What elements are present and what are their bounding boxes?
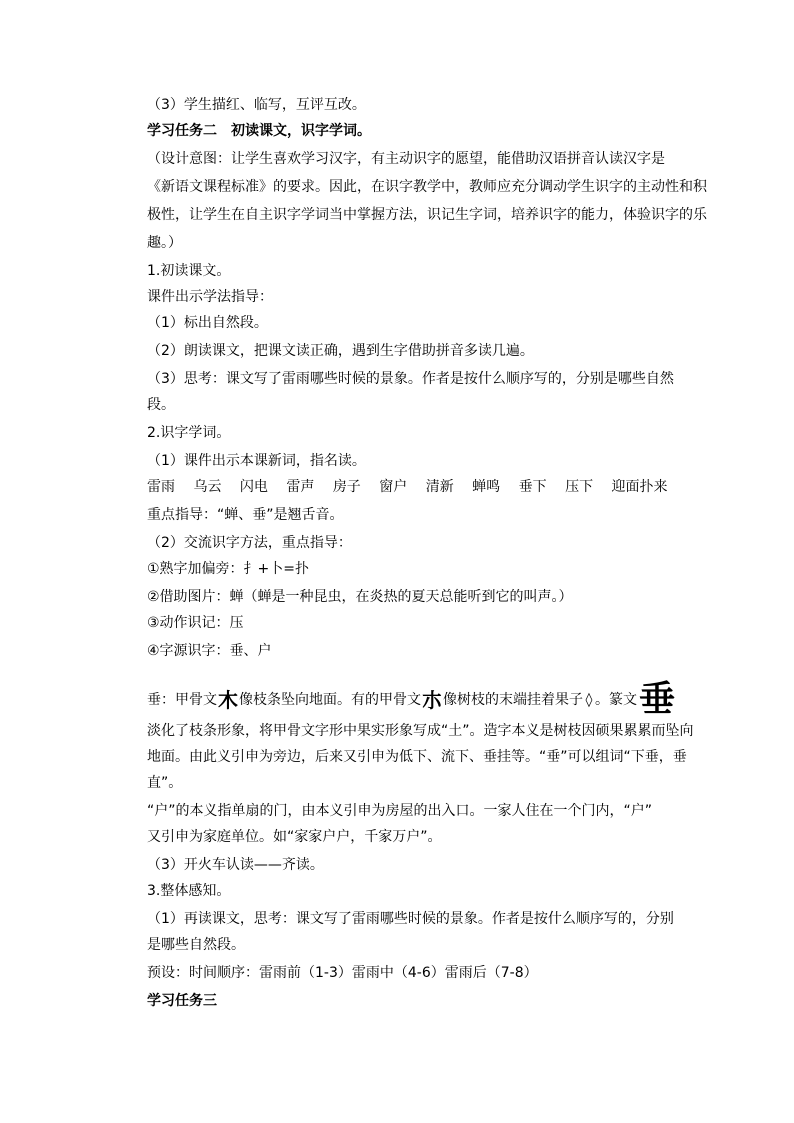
method-origin: ④字源识字：垂、户: [147, 643, 272, 659]
new-words-instruction: （1）课件出示本课新词，指名读。: [147, 453, 366, 469]
guide-item-2: （2）朗读课文，把课文读正确，遇到生字借助拼音多读几遍。: [147, 343, 534, 359]
vocab-word: 压下: [565, 479, 594, 495]
preset-answer: 预设：时间顺序：雷雨前（1-3）雷雨中（4-6）雷雨后（7-8）: [147, 965, 538, 981]
reread-line-1: （1）再读课文，思考：课文写了雷雨哪些时候的景象。作者是按什么顺序写的，分别: [147, 911, 674, 927]
design-intent-line-1: （设计意图：让学生喜欢学习汉字，有主动识字的愿望，能借助汉语拼音认读汉字是: [147, 151, 665, 167]
section-2-heading: 2.识字学词。: [147, 425, 231, 441]
method-action: ③动作识记：压: [147, 615, 244, 631]
exchange-methods-text: （2）交流识字方法，重点指导：: [147, 535, 352, 551]
fruit-glyph-icon: ◊: [585, 692, 593, 708]
method-picture: ②借助图片：蝉（蝉是一种昆虫，在炎热的夏天总能听到它的叫声。）: [147, 589, 573, 605]
chui-origin-line-2: 淡化了枝条形象，将甲骨文字形中果实形象写成“土”。造字本义是树枝因硕果累累而坠向: [147, 723, 694, 739]
step-3-text: （3）学生描红、临写，互评互改。: [147, 97, 366, 113]
vocab-list: [147, 476, 667, 498]
oracle-glyph-icon: 木: [218, 688, 238, 712]
seal-script-glyph-icon: 垂: [638, 679, 675, 720]
vocab-word: 清新: [425, 479, 454, 495]
section-3-heading: 3.整体感知。: [147, 883, 231, 899]
vocab-word: 雷雨: [147, 479, 175, 495]
vocab-word: 房子: [332, 479, 361, 495]
vocab-word: 蝉鸣: [472, 479, 501, 495]
chui-origin-text: 垂：甲骨文: [147, 692, 217, 708]
key-guidance-text: 重点指导：“蝉、垂”是翘舌音。: [147, 507, 344, 523]
guide-item-3-line-2: 段。: [147, 397, 175, 413]
chui-origin-text: 像树枝的末端挂着果子: [443, 692, 583, 708]
hu-origin-line-2: 又引申为家庭单位。如“家家户户，千家万户”。: [147, 829, 442, 845]
guide-item-3-line-1: （3）思考：课文写了雷雨哪些时候的景象。作者是按什么顺序写的，分别是哪些自然: [147, 371, 674, 387]
vocab-word: 迎面扑来: [611, 479, 668, 495]
design-intent-line-2: 《新语文课程标准》的要求。因此，在识字教学中，教师应充分调动学生识字的主动性和积: [147, 179, 707, 195]
method-guide-text: 课件出示学法指导：: [147, 289, 273, 305]
method-radical: ①熟字加偏旁：扌+卜=扑: [147, 561, 310, 577]
reread-line-2: 是哪些自然段。: [147, 937, 245, 953]
vocab-word: 窗户: [379, 479, 408, 495]
vocab-word: 雷声: [286, 479, 315, 495]
vocab-word: 乌云: [193, 479, 222, 495]
design-intent-line-4: 趣。）: [147, 235, 182, 251]
chui-origin-text: 像枝条坠向地面。有的甲骨文: [239, 692, 421, 708]
hu-origin-line-1: “户”的本义指单扇的门，由本义引申为房屋的出入口。一家人住在一个门内，“户”: [147, 803, 653, 819]
train-reading-text: （3）开火车认读——齐读。: [147, 857, 324, 873]
section-1-heading: 1.初读课文。: [147, 263, 231, 279]
oracle-fruit-glyph-icon: 朩: [422, 688, 442, 712]
vocab-word: 闪电: [239, 479, 268, 495]
vocab-word: 垂下: [518, 479, 547, 495]
chui-origin-line-1: [147, 679, 675, 720]
design-intent-line-3: 极性，让学生在自主识字学词当中掌握方法，识记生字词，培养识字的能力，体验识字的乐: [147, 207, 707, 223]
task-2-heading: 学习任务二 初读课文，识字学词。: [147, 123, 371, 139]
chui-origin-text: 。篆文: [595, 692, 637, 708]
chui-origin-line-3: 地面。由此义引申为旁边，后来又引申为低下、流下、垂挂等。“垂”可以组词“下垂，垂: [147, 749, 687, 765]
chui-origin-line-4: 直”。: [147, 775, 183, 791]
guide-item-1: （1）标出自然段。: [147, 315, 268, 331]
task-3-heading: 学习任务三: [147, 993, 217, 1009]
